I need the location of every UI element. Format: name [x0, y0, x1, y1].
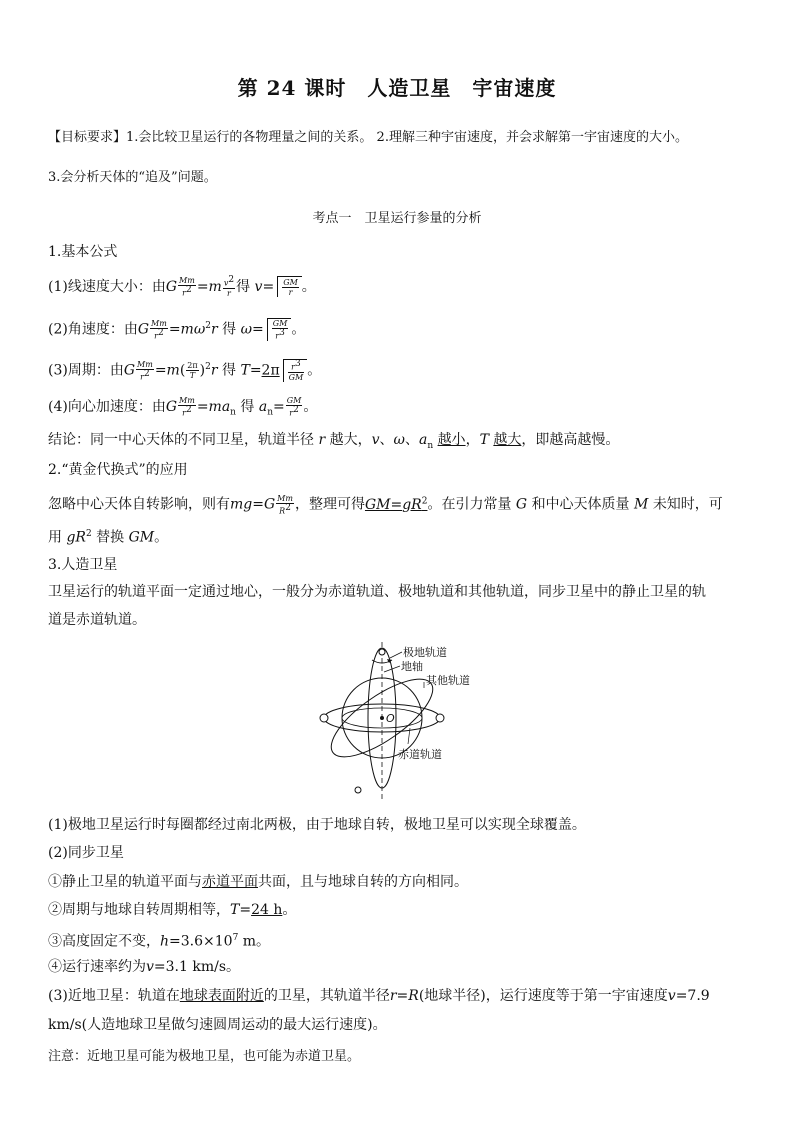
s2-heading: 2.“黄金代换式”的应用	[48, 462, 188, 478]
s1-heading: 1.基本公式	[48, 244, 118, 260]
s2-line-1: 忽略中心天体自转影响，则有mg=G $\frac{Mm}{R^2}$ ，整理可得$GM=gR^2$。在引力常量 G 和中心天体质量 M 未知时，可	[48, 493, 723, 516]
conclusion: 结论：同一中心天体的不同卫星，轨道半径 r 越大，v、ω、$a_n$ 越小，T 越大，即越高越慢。	[48, 432, 620, 451]
formula-period: (3)周期：由G $\frac{Mm}{r^2}$ =m( $\frac{2\pi}{T}$ )$^2$r 得 T=2π $\frac{r^3}{GM}$ 。	[48, 359, 322, 382]
s2-l1-e: 未知时，可	[652, 496, 723, 513]
f2-prefix: (2)角速度：由	[48, 321, 138, 338]
f3-prefix: (3)周期：由	[48, 362, 124, 379]
i3-b: 地球表面附近	[179, 988, 264, 1004]
i3-d: (地球半径)，运行速度等于第一宇宙速度	[418, 988, 668, 1004]
leader-polar	[390, 652, 402, 658]
s2-l2-a: 用	[48, 529, 62, 546]
i2d-a: ④运行速率约为	[48, 959, 146, 975]
item-3-cont: km/s(人造地球卫星做匀速圆周运动的最大运行速度)。	[48, 1017, 387, 1033]
note: 注意：近地卫星可能为极地卫星，也可能为赤道卫星。	[48, 1049, 361, 1064]
i3-e: =7.9	[675, 988, 710, 1004]
page-title: 第 24 课时 人造卫星 宇宙速度	[237, 76, 557, 100]
satellite-right	[436, 714, 444, 722]
center-dot	[380, 716, 384, 720]
section-title: 考点一 卫星运行参量的分析	[312, 211, 482, 226]
i3-c: 的卫星，其轨道半径	[263, 988, 390, 1004]
orbit-diagram	[310, 640, 490, 808]
item-3: (3)近地卫星：轨道在地球表面附近的卫星，其轨道半径r=R(地球半径)，运行速度等于第一宇宙速度v=7.9	[48, 988, 710, 1004]
f4-prefix: (4)向心加速度：由	[48, 398, 166, 415]
label-axis: 地轴	[401, 660, 423, 673]
formula-linear-speed: (1)线速度大小：由G $\frac{Mm}{r^2}$ =m $\frac{v^2}{r}$ 得 v= $\frac{GM}{r}$ 。	[48, 275, 316, 298]
i2c-b: =3.6×10	[169, 933, 233, 950]
item-2b: ②周期与地球自转周期相等，T=24 h。	[48, 902, 297, 918]
s2-l2-b: 替换	[96, 529, 125, 546]
s2-l1-b: ，整理可得	[294, 496, 365, 513]
conclusion-c: 越小	[437, 432, 466, 448]
item-1: (1)极地卫星运行时每圈都经过南北两极，由于地球自转，极地卫星可以实现全球覆盖。	[48, 817, 586, 833]
conclusion-b: 越大，	[329, 432, 372, 448]
s3-p2: 道是赤道轨道。	[48, 612, 146, 628]
label-other: 其他轨道	[426, 674, 470, 687]
goals-text-1: 1.会比较卫星运行的各物理量之间的关系。 2.理解三种宇宙速度，并会求解第一宇宙速度的大小。	[126, 130, 688, 145]
i2c-c: m。	[238, 933, 271, 950]
s2-l1-c: 。在引力常量	[427, 496, 512, 513]
s3-p1: 卫星运行的轨道平面一定通过地心，一般分为赤道轨道、极地轨道和其他轨道，同步卫星中的静止卫星的轨	[48, 584, 706, 600]
formula-acceleration: (4)向心加速度：由G $\frac{Mm}{r^2}$ $=ma_n$ 得 $a_n=$ $\frac{GM}{r^2}$ 。	[48, 396, 318, 418]
i2b-b: 24 h	[251, 902, 283, 918]
item-2d: ④运行速率约为v=3.1 km/s。	[48, 959, 241, 975]
item-2: (2)同步卫星	[48, 845, 124, 861]
i3-a: (3)近地卫星：轨道在	[48, 988, 180, 1004]
s2-l1-d: 和中心天体质量	[531, 496, 630, 513]
i2d-b: =3.1 km/s。	[153, 959, 241, 975]
formula-angular-speed: (2)角速度：由G $\frac{Mm}{r^2}$ $=m\omega^2r$ 得 ω= $\frac{GM}{r^3}$ 。	[48, 318, 306, 341]
i2a-a: ①静止卫星的轨道平面与	[48, 874, 202, 890]
satellite-left	[320, 714, 328, 722]
i2a-b: 赤道平面	[202, 874, 258, 890]
label-polar: 极地轨道	[403, 646, 447, 659]
f1-prefix: (1)线速度大小：由	[48, 278, 166, 295]
i2b-a: ②周期与地球自转周期相等，	[48, 902, 230, 918]
satellite-top	[379, 649, 385, 655]
goals-line-2: 3.会分析天体的“追及”问题。	[48, 170, 217, 185]
i2a-c: 共面，且与地球自转的方向相同。	[258, 874, 468, 890]
goals-label: 【目标要求】	[48, 130, 127, 145]
conclusion-e: ，即越高越慢。	[521, 432, 620, 448]
label-equator: 赤道轨道	[398, 748, 442, 761]
conclusion-d: 越大	[493, 432, 522, 448]
i2c-a: ③高度固定不变，	[48, 933, 160, 950]
conclusion-a: 结论：同一中心天体的不同卫星，轨道半径	[48, 432, 314, 448]
s2-line-2: 用 $gR^2$ 替换 GM。	[48, 529, 169, 546]
goals-line-1	[48, 128, 688, 148]
center-label: O	[386, 712, 395, 725]
satellite-bottom	[355, 787, 361, 793]
item-2a	[48, 872, 468, 892]
s3-heading: 3.人造卫星	[48, 557, 118, 573]
item-2c: ③高度固定不变，$h=3.6\times 10^7$ m。	[48, 933, 271, 950]
s2-l1-a: 忽略中心天体自转影响，则有	[48, 496, 230, 513]
